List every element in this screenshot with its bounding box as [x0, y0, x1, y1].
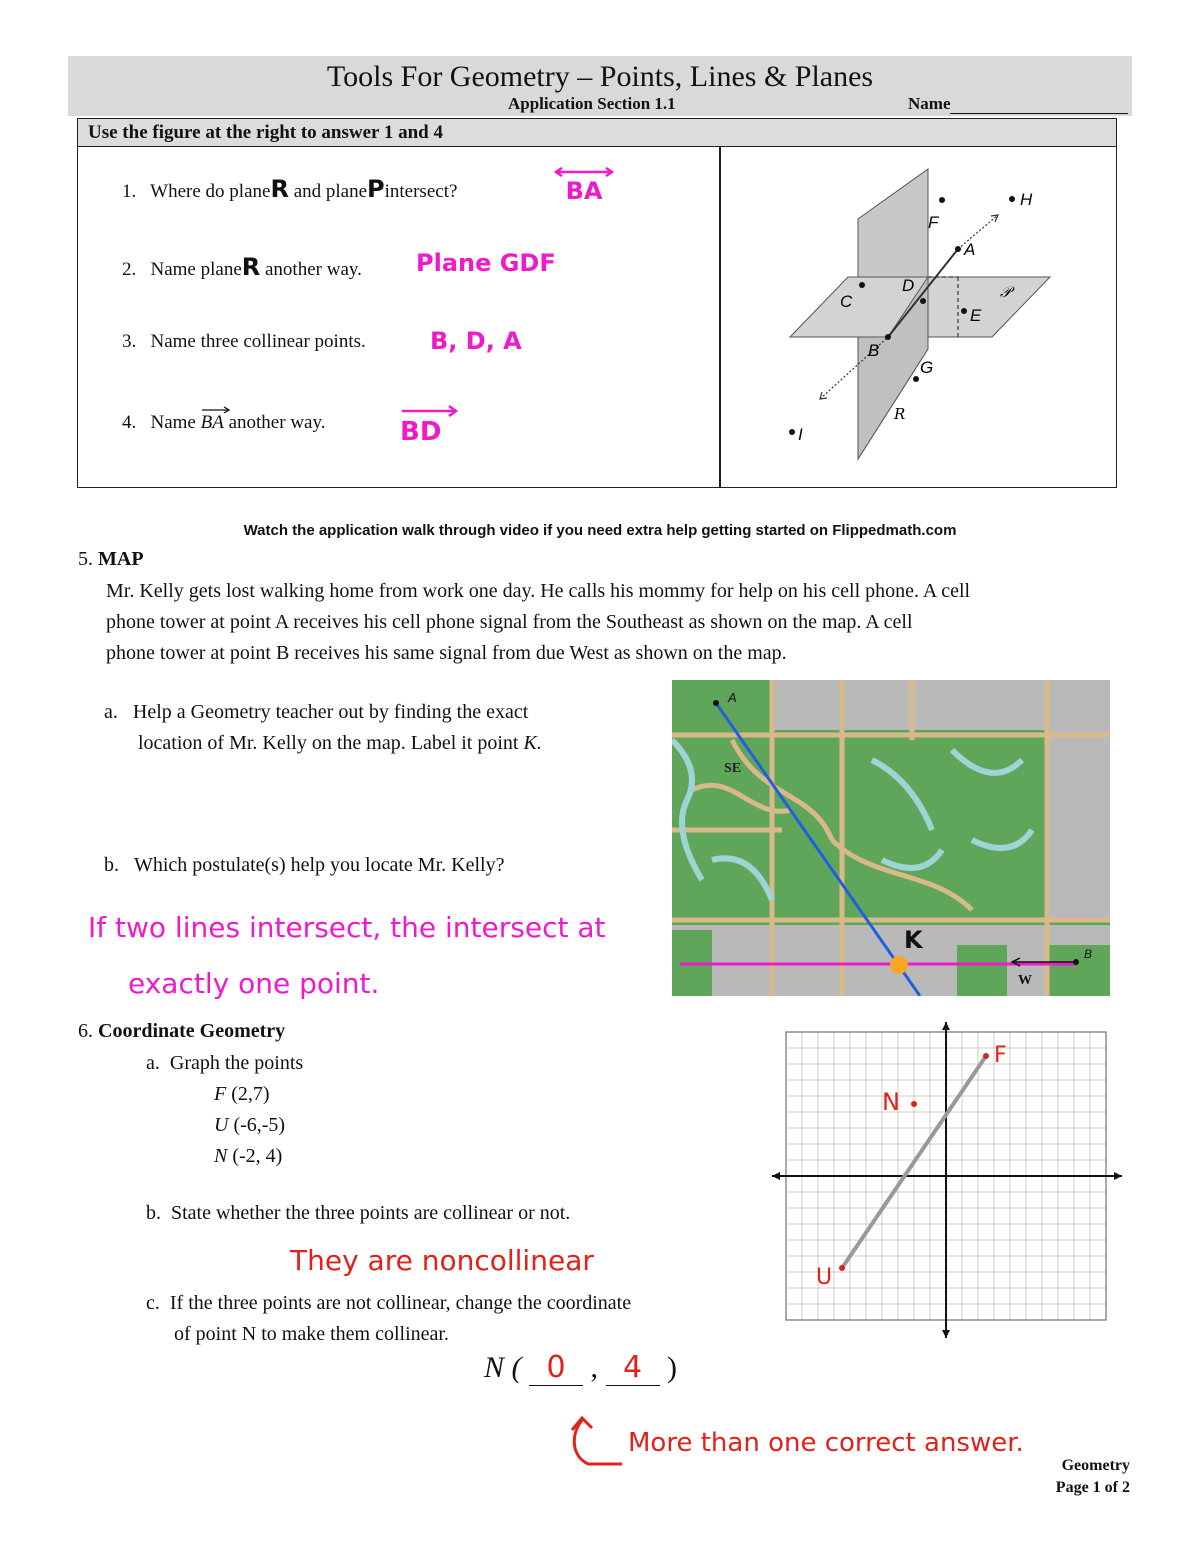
planes-figure — [778, 159, 1098, 479]
label-d: D — [902, 276, 915, 295]
ray-arrow-icon — [201, 406, 231, 414]
map-label-b: B — [1084, 947, 1093, 961]
q6b-text: State whether the three points are collinear or not. — [171, 1202, 571, 1224]
tower-a — [713, 700, 719, 706]
coordinate-grid — [770, 1020, 1126, 1340]
name-line[interactable] — [950, 97, 1128, 114]
curved-arrow-icon — [566, 1412, 626, 1472]
q6c-line-2: of point N to make them collinear. — [174, 1323, 449, 1345]
footer-course: Geometry — [1061, 1457, 1130, 1474]
q3-text: Name three collinear points. — [150, 331, 366, 352]
point-f: F (2,7) — [214, 1083, 270, 1105]
n-close: ) — [667, 1351, 677, 1384]
q3-number: 3. — [122, 331, 137, 352]
box-divider — [719, 147, 721, 487]
q6b-answer: They are noncollinear — [290, 1244, 594, 1277]
question-2 — [122, 253, 362, 281]
q2-text-b: another way. — [265, 259, 362, 280]
q5a-line-1: Help a Geometry teacher out by finding the exact — [132, 701, 529, 723]
map-label-w: W — [1018, 973, 1032, 988]
ray-ba-text: BA — [200, 412, 224, 433]
q6c-label: c. — [146, 1292, 160, 1314]
graph-label-u: U — [816, 1265, 833, 1290]
question-1 — [122, 175, 457, 203]
q6b-label: b. — [146, 1202, 161, 1224]
point-n: N (-2, 4) — [214, 1145, 283, 1167]
label-e: E — [970, 306, 982, 325]
q6-point-list — [214, 1079, 285, 1172]
q4-text-b: another way. — [228, 412, 326, 433]
label-f: F — [928, 213, 939, 232]
q5b — [104, 850, 504, 881]
q5a-label: a. — [104, 701, 118, 723]
map-green-patch-2 — [957, 945, 1007, 996]
q1-answer — [552, 167, 616, 205]
label-plane-p: 𝒫 — [1000, 283, 1011, 301]
n-x-blank[interactable]: 0 — [529, 1350, 583, 1386]
q5b-label: b. — [104, 854, 119, 876]
q5-line-2: phone tower at point A receives his cell phone signal from the Southeast as shown on the map. A cell — [106, 611, 913, 633]
q1-answer-text: BA — [565, 177, 603, 205]
map-urban-bottom — [672, 925, 1110, 996]
line-arrow-icon — [552, 167, 616, 177]
name-label: Name — [908, 94, 951, 113]
q5-title: MAP — [98, 548, 144, 570]
q6a-label: a. — [146, 1052, 160, 1074]
hw-plane-r: R — [270, 175, 289, 203]
q1-number: 1. — [122, 181, 137, 202]
q2-number: 2. — [122, 259, 137, 280]
label-c: C — [840, 292, 853, 311]
map-urban-top — [772, 680, 1110, 730]
ray-arrow-icon — [400, 405, 460, 417]
tower-b — [1073, 959, 1079, 965]
label-plane-r: 𝑅 — [894, 405, 906, 423]
graph-label-n: N — [882, 1088, 900, 1116]
q5-heading — [78, 548, 144, 571]
q1-text-c: intersect? — [384, 181, 458, 202]
section-subtitle: Application Section 1.1 — [508, 94, 676, 113]
q5b-answer — [88, 900, 606, 1012]
hw-plane-p: P — [367, 175, 385, 203]
q5-line-1: Mr. Kelly gets lost walking home from work one day. He calls his mommy for help on his cell phone. A cell — [106, 580, 971, 602]
q6-title: Coordinate Geometry — [98, 1020, 286, 1042]
arrowhead-upper — [991, 215, 998, 222]
x-arrow-right — [1114, 1172, 1122, 1180]
q6b — [146, 1198, 570, 1229]
q2-answer: Plane GDF — [416, 249, 556, 277]
q5a-point-k: K. — [523, 732, 542, 754]
q4-text-a: Name — [150, 412, 196, 433]
q6c — [146, 1288, 631, 1350]
q6-heading — [78, 1020, 285, 1043]
label-b: B — [868, 341, 880, 360]
q5-number: 5. — [78, 548, 93, 570]
hw-plane-r-2: R — [241, 253, 261, 281]
point-f-dot — [983, 1053, 989, 1059]
label-h: H — [1020, 190, 1033, 209]
q5b-answer-line-2: exactly one point. — [128, 967, 380, 1000]
q1-text-b: and plane — [293, 181, 368, 202]
label-i: I — [798, 425, 803, 444]
graph-label-f: F — [994, 1043, 1007, 1068]
questions-1-4-box — [77, 118, 1117, 488]
footer-page-number: Page 1 of 2 — [1055, 1479, 1130, 1496]
question-4 — [122, 412, 326, 434]
q5-line-3: phone tower at point B receives his same signal from due West as shown on the map. — [106, 642, 787, 664]
map-label-k: K — [904, 926, 923, 954]
q4-number: 4. — [122, 412, 137, 433]
point-u: U (-6,-5) — [214, 1114, 286, 1136]
map-label-se: SE — [724, 761, 742, 776]
city-map — [672, 680, 1110, 996]
q6-number: 6. — [78, 1020, 93, 1042]
x-arrow-left — [772, 1172, 780, 1180]
q6c-note: More than one correct answer. — [628, 1428, 1024, 1458]
box-heading: Use the figure at the right to answer 1 and 4 — [78, 119, 1116, 147]
q4-answer — [400, 405, 460, 447]
page-title: Tools For Geometry – Points, Lines & Planes — [326, 60, 874, 93]
watch-note: Watch the application walk through video if you need extra help getting started on Flippedmath.com — [243, 522, 957, 539]
q5b-text: Which postulate(s) help you locate Mr. Kelly? — [134, 854, 505, 876]
n-open: N ( — [484, 1351, 522, 1384]
map-label-a: A — [728, 690, 737, 705]
map-urban-right — [1047, 730, 1110, 920]
q5a-line-2: location of Mr. Kelly on the map. Label it point — [138, 732, 524, 754]
q1-text-a: Where do plane — [150, 181, 271, 202]
q5a — [104, 697, 542, 759]
point-u-dot — [839, 1265, 845, 1271]
q6a-text: Graph the points — [169, 1052, 304, 1074]
q5b-answer-line-1: If two lines intersect, the intersect at — [88, 911, 606, 944]
n-y-blank[interactable]: 4 — [606, 1350, 660, 1386]
q6a — [146, 1048, 303, 1079]
q5-paragraph — [106, 576, 970, 669]
point-k-marker — [890, 956, 908, 974]
ray-ba — [201, 412, 224, 434]
question-3 — [122, 331, 366, 353]
point-n-dot — [911, 1101, 917, 1107]
page-footer — [1000, 1455, 1130, 1499]
q4-answer-text: BD — [400, 417, 442, 447]
y-arrow-up — [942, 1022, 950, 1030]
q6c-line-1: If the three points are not collinear, change the coordinate — [169, 1292, 632, 1314]
name-field[interactable] — [908, 94, 1128, 114]
q3-answer: B, D, A — [430, 327, 522, 355]
label-g: G — [920, 358, 934, 377]
map-green-patch-3 — [1047, 945, 1110, 996]
label-a: A — [964, 240, 976, 259]
n-coordinate-answer — [484, 1350, 677, 1386]
q2-text-a: Name plane — [150, 259, 242, 280]
title-banner — [68, 56, 1132, 116]
n-comma: , — [590, 1351, 598, 1384]
y-arrow-down — [942, 1330, 950, 1338]
